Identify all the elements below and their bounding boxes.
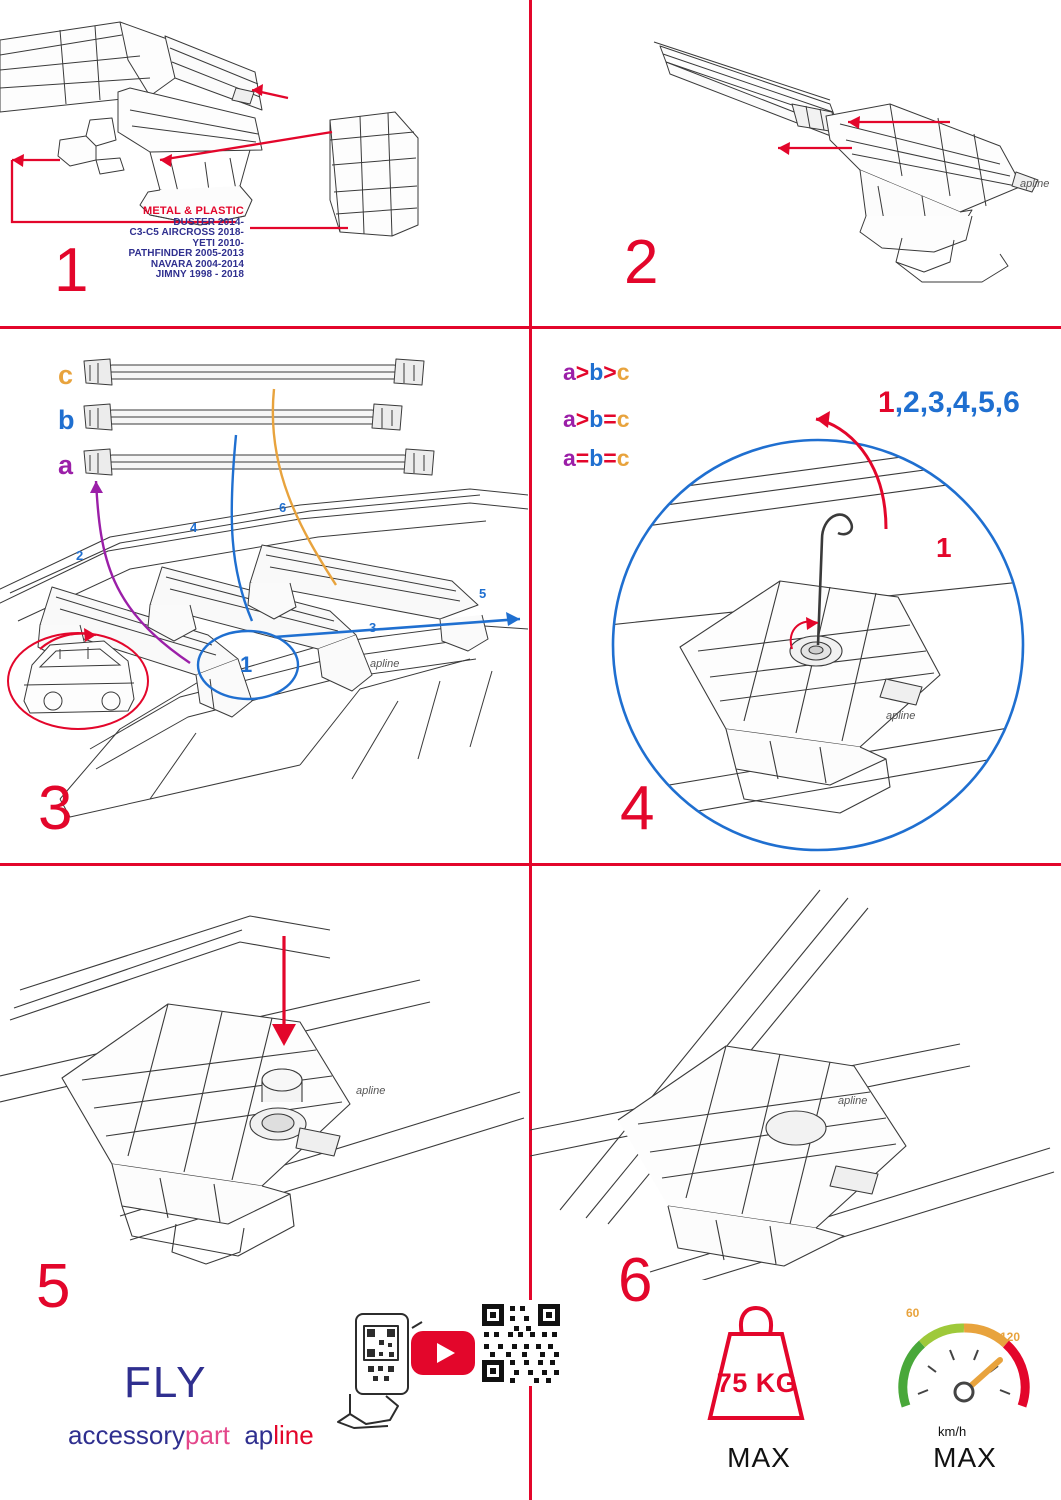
speed-unit-label: km/h: [938, 1424, 967, 1439]
inequality-1: a>b=c: [563, 406, 630, 432]
panel-3-drawing: [0, 329, 529, 863]
turn-callout: 1: [936, 532, 952, 563]
inequality-2: a=b=c: [563, 445, 630, 471]
tighten-sequence-first: 1: [878, 386, 895, 419]
step-number-3: 3: [38, 774, 73, 843]
weight-value: 75 KG: [716, 1368, 798, 1398]
panel-3-brand-mark: apline: [370, 658, 400, 670]
bar-label-a: a: [58, 450, 74, 480]
model-0: DUSTER 2014-: [173, 216, 244, 228]
position-tag-1: 1: [240, 652, 253, 677]
speed-tick-60: 60: [906, 1306, 920, 1320]
panel-2-drawing: [530, 0, 1061, 326]
brand-tagline: [68, 1420, 314, 1451]
brand-logo-title: FLY: [124, 1358, 208, 1407]
step-number-4: 4: [620, 774, 655, 843]
model-3: PATHFINDER 2005-2013: [128, 248, 244, 259]
panel-5-drawing: [0, 880, 529, 1280]
inequality-0: a>b>c: [563, 359, 630, 385]
position-tag-2: 2: [76, 548, 84, 563]
tighten-sequence-rest: ,2,3,4,5,6: [894, 386, 1020, 419]
model-5: JIMNY 1998 - 2018: [155, 269, 244, 280]
panel-4-brand-mark: apline: [886, 710, 916, 722]
model-2: YETI 2010-: [192, 237, 244, 249]
tagline-ap: ap: [244, 1420, 274, 1450]
speed-tick-120: 120: [1000, 1330, 1021, 1344]
model-4: NAVARA 2004-2014: [150, 258, 244, 270]
model-1: C3-C5 AIRCROSS 2018-: [129, 227, 244, 238]
tighten-sequence: [878, 386, 1020, 420]
step-number-1: 1: [54, 236, 89, 305]
tagline-accessory: accessory: [68, 1420, 186, 1450]
panel-5-brand-mark: apline: [356, 1085, 386, 1097]
panel-6-drawing: [530, 880, 1061, 1280]
panel-6-brand-mark: apline: [838, 1095, 868, 1107]
position-tag-4: 4: [190, 520, 198, 535]
position-tag-3: 3: [369, 620, 377, 635]
position-tag-6: 6: [279, 500, 287, 515]
tagline-part: part: [185, 1420, 230, 1450]
speed-max-label: MAX: [933, 1442, 997, 1473]
tagline-line: line: [273, 1420, 314, 1450]
speed-limit-gauge-icon: [888, 1310, 1038, 1430]
position-tag-5: 5: [479, 586, 487, 601]
panel-2-brand-mark: apline: [1020, 178, 1050, 190]
weight-max-label: MAX: [727, 1442, 791, 1473]
bar-label-c: c: [58, 360, 74, 390]
metal-plastic-title: METAL & PLASTIC: [143, 205, 244, 217]
weight-limit-icon: [686, 1300, 826, 1430]
step-number-2: 2: [624, 228, 659, 297]
step-number-6: 6: [618, 1246, 653, 1315]
bar-label-b: b: [58, 405, 75, 435]
youtube-play-icon[interactable]: [410, 1330, 476, 1376]
step-number-5: 5: [36, 1252, 71, 1321]
qr-code-icon: [478, 1300, 564, 1386]
